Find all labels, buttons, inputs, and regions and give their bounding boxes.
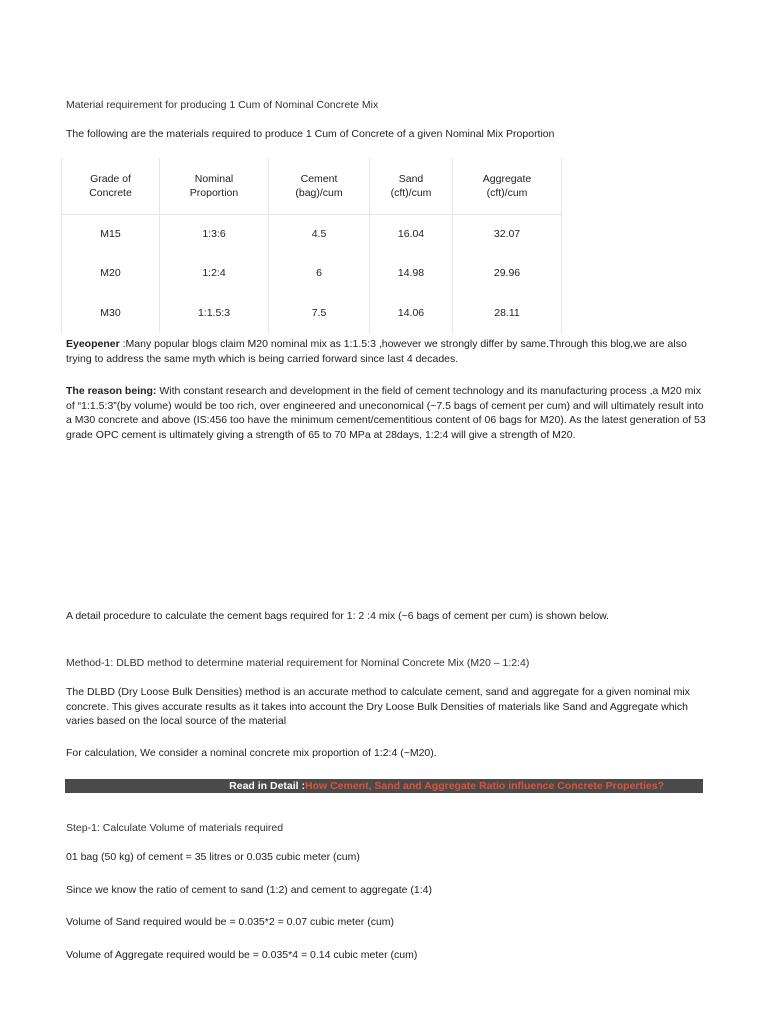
table-cell: 4.5 (269, 215, 370, 254)
eyeopener-label: Eyeopener (66, 338, 120, 350)
table-cell: 16.04 (370, 215, 453, 254)
header-proportion: Nominal Proportion (160, 158, 269, 215)
reason-label: The reason being: (66, 385, 157, 397)
table-cell: 28.11 (453, 293, 562, 333)
table-cell: 6 (269, 253, 370, 293)
header-aggregate: Aggregate (cft)/cum (453, 158, 562, 215)
table-cell: 1:3:6 (160, 215, 269, 254)
eyeopener-paragraph (66, 337, 706, 366)
procedure-text: A detail procedure to calculate the cement bags required for 1: 2 :4 mix (~6 bags of cement per cum) is shown below. (66, 610, 610, 622)
dlbd-paragraph: The DLBD (Dry Loose Bulk Densities) method is an accurate method to calculate cement, sand and aggregate for a given nominal mix concrete. This gives accurate results as it takes into account the Dry Loose Bulk Densities of materials like Sand and Aggregate which varies based on the local source of the material (66, 686, 690, 727)
table-row (62, 253, 562, 293)
table-row (62, 293, 562, 333)
material-table (61, 158, 562, 333)
step-line: Volume of Aggregate required would be = 0.035*4 = 0.14 cubic meter (cum) (66, 949, 418, 961)
intro-text: The following are the materials required to produce 1 Cum of Concrete of a given Nominal Mix Proportion (66, 128, 555, 140)
read-in-detail-banner (65, 779, 703, 793)
step-line: 01 bag (50 kg) of cement = 35 litres or 0.035 cubic meter (cum) (66, 851, 360, 863)
calculation-text: For calculation, We consider a nominal concrete mix proportion of 1:2:4 (~M20). (66, 747, 437, 759)
table-cell: 1:2:4 (160, 253, 269, 293)
table-cell: 32.07 (453, 215, 562, 254)
step1-heading: Step-1: Calculate Volume of materials required (66, 822, 284, 834)
header-sand: Sand (cft)/cum (370, 158, 453, 215)
table-cell: 14.06 (370, 293, 453, 333)
page-title: Material requirement for producing 1 Cum of Nominal Concrete Mix (66, 99, 379, 111)
table-cell: M30 (62, 293, 160, 333)
table-header-row (62, 158, 562, 215)
table-cell: M15 (62, 215, 160, 254)
table-cell: 7.5 (269, 293, 370, 333)
table-cell: 14.98 (370, 253, 453, 293)
header-cement: Cement (bag)/cum (269, 158, 370, 215)
reason-text: With constant research and development in the field of cement technology and its manufacturing process ,a M20 mix of “1:1.5:3”(by volume) would be too rich, over engineered and uneconomical (~7.5 bags of cement per cum) and will ultimately result into a M30 concrete and above (IS:456 too have the minimum cement/cementitious content of 06 bags for M20). As the latest generation of 53 grade OPC cement is ultimately giving a strength of 65 to 70 MPa at 28days, 1:2:4 will give a strength of M20. (66, 385, 706, 441)
table-row (62, 215, 562, 254)
banner-link[interactable]: How Cement, Sand and Aggregate Ratio influence Concrete Properties? (305, 780, 665, 792)
reason-paragraph (66, 384, 706, 442)
banner-lead: Read in Detail : (229, 780, 305, 792)
table-cell: 1:1.5:3 (160, 293, 269, 333)
step-line: Volume of Sand required would be = 0.035*2 = 0.07 cubic meter (cum) (66, 916, 395, 928)
step-line: Since we know the ratio of cement to sand (1:2) and cement to aggregate (1:4) (66, 884, 432, 896)
header-grade: Grade of Concrete (62, 158, 160, 215)
table-cell: 29.96 (453, 253, 562, 293)
eyeopener-text: :Many popular blogs claim M20 nominal mix as 1:1.5:3 ,however we strongly differ by same.Through this blog,we are also trying to address the same myth which is being carried forward since last 4 decades. (66, 338, 687, 365)
table-cell: M20 (62, 253, 160, 293)
method-heading: Method-1: DLBD method to determine material requirement for Nominal Concrete Mix (M20 – 1:2:4) (66, 657, 530, 669)
